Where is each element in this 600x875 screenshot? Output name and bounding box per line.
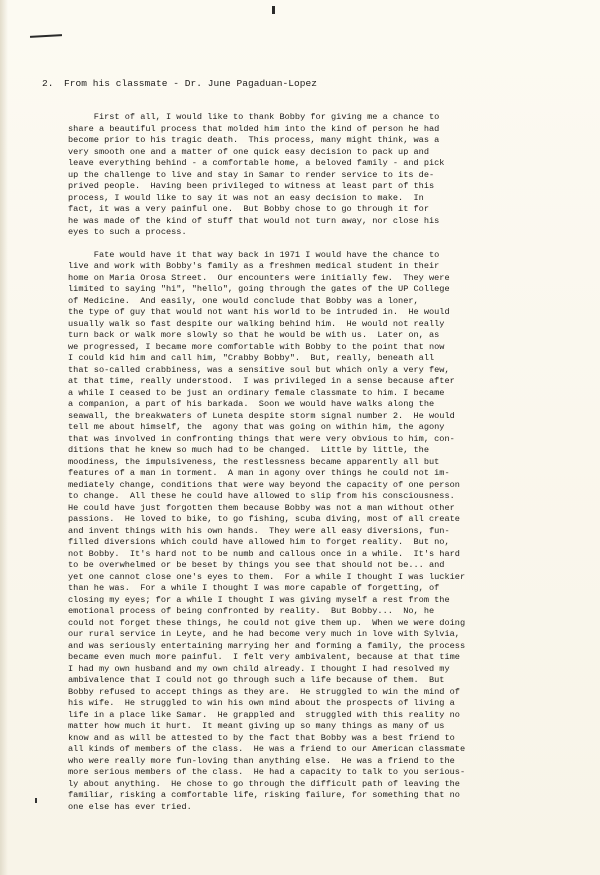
text-line: to change. All these he could have allowed to slip from his consciousness.: [68, 491, 455, 501]
text-line: and was seriously entertaining marrying her and forming a family, the process: [68, 640, 466, 651]
text-line: a while I ceased to be just an ordinary female classmate to him. I became: [68, 387, 445, 398]
text-line: Bobby refused to accept things as they are. He struggled to win the mind of: [68, 686, 460, 697]
text-line: I had my own husband and my own child already. I thought I had resolved my: [68, 663, 450, 674]
section-heading: [42, 78, 317, 89]
text-line: passions. He loved to bike, to go fishing, scuba diving, most of all create: [68, 514, 460, 524]
text-line: matter how much it hurt. It meant giving up so many things as many of us: [68, 721, 445, 731]
text-line: a companion, a part of his barkada. Soon we would have walks along the: [68, 399, 435, 409]
text-line: First of all, I would like to thank Bobby for giving me a chance to: [68, 112, 440, 122]
page-edge-shadow: [0, 0, 8, 875]
text-line: leave everything behind - a comfortable home, a beloved family - and pick: [68, 158, 445, 168]
text-line: fact, it was a very painful one. But Bobby chose to go through it for: [68, 204, 429, 214]
text-line: up the challenge to live and stay in Samar to render service to its de-: [68, 169, 435, 180]
text-line: filled diversions which could have allowed him to forget reality. But no,: [68, 537, 450, 547]
text-line: and invent things with his own hands. They were all easy diversions, fun-: [68, 525, 450, 536]
text-line: his wife. He struggled to win his own mind about the prospects of living a: [68, 698, 455, 708]
text-line: we progressed, I became more comfortable with Bobby to the point that now: [68, 341, 445, 352]
text-line: eyes to such a process.: [68, 227, 187, 237]
text-line: I could kid him and call him, "Crabby Bobby". But, really, beneath all: [68, 353, 435, 363]
text-line: usually walk so fast despite our walking behind him. He would not really: [68, 318, 445, 329]
text-line: moodiness, the impulsiveness, the restlessness became apparently all but: [68, 456, 440, 467]
text-line: than he was. For a while I thought I was more capable of forgetting, of: [68, 583, 440, 593]
text-line: ambivalence that I could not go through such a life because of them. But: [68, 675, 445, 685]
text-line: life in a place like Samar. He grappled and struggled with this reality no: [68, 709, 460, 720]
binder-mark: [30, 34, 62, 38]
text-line: live and work with Bobby's family as a freshmen medical student in their: [68, 261, 440, 271]
text-line: could not forget these things, he could not give them up. When we were doing: [68, 617, 466, 628]
text-line: emotional process of being confronted by reality. But Bobby... No, he: [68, 606, 435, 616]
paragraph: [68, 112, 568, 239]
text-line: more serious members of the class. He had a capacity to talk to you serious-: [68, 767, 466, 777]
text-line: tell me about himself, the agony that was going on within him, the agony: [68, 422, 445, 432]
text-line: prived people. Having been privileged to witness at least part of this: [68, 181, 435, 191]
text-line: all kinds of members of the class. He was a friend to our American classmate: [68, 744, 466, 754]
text-line: who were really more fun-loving than anything else. He was a friend to the: [68, 755, 455, 766]
text-line: share a beautiful process that molded him into the kind of person he had: [68, 123, 440, 134]
text-line: mediately change, conditions that were way beyond the capacity of one person: [68, 479, 460, 490]
text-line: know and as will be attested to by the fact that Bobby was a best friend to: [68, 732, 455, 743]
text-line: ditions that he knew so much had to be changed. Little by little, the: [68, 445, 429, 455]
section-title: From his classmate - Dr. June Pagaduan-Lopez: [64, 78, 318, 89]
text-line: at that time, really understood. I was privileged in a sense because after: [68, 376, 455, 386]
text-line: one else has ever tried.: [68, 801, 192, 812]
text-line: process, I would like to say it was not an easy decision to make. In: [68, 192, 424, 203]
text-line: to be overwhelmed or be beset by things you see that should not be... and: [68, 560, 445, 570]
margin-mark: [35, 798, 37, 803]
text-line: not Bobby. It's hard not to be numb and callous once in a while. It's hard: [68, 548, 460, 559]
text-line: very smooth one and a matter of one quick easy decision to pack up and: [68, 146, 429, 157]
text-line: seawall, the breakwaters of Luneta despite storm signal number 2. He would: [68, 410, 455, 421]
text-line: of Medicine. And easily, one would conclude that Bobby was a loner,: [68, 295, 419, 306]
text-line: He could have just forgotten them because Bobby was not a man without other: [68, 502, 455, 513]
text-line: our rural service in Leyte, and he had become very much in love with Sylvia,: [68, 629, 460, 639]
text-line: become prior to his tragic death. This process, many might think, was a: [68, 135, 440, 145]
text-line: limited to saying "hi", "hello", going through the gates of the UP College: [68, 284, 450, 294]
text-line: he was made of the kind of stuff that would not turn away, nor close his: [68, 215, 440, 226]
text-line: closing my eyes; for a while I thought I was giving myself a rest from the: [68, 594, 450, 605]
text-line: that so-called crabbiness, was a sensitive soul but which only a very few,: [68, 364, 450, 375]
paragraph: [68, 250, 568, 814]
text-line: the type of guy that would not want his world to be intruded in. He would: [68, 307, 450, 317]
text-line: Fate would have it that way back in 1971 I would have the chance to: [68, 249, 440, 260]
text-line: features of a man in torment. A man in agony over things he could not im-: [68, 468, 450, 478]
text-line: became even much more painful. I felt very ambivalent, because at that time: [68, 652, 460, 662]
text-line: home on Maria Orosa Street. Our encounters were initially few. They were: [68, 272, 450, 283]
top-mark: [272, 6, 275, 14]
text-line: ly about anything. He chose to go through the difficult path of leaving the: [68, 778, 460, 789]
text-line: turn back or walk more slowly so that he would be with us. Later on, as: [68, 330, 440, 340]
text-line: yet one cannot close one's eyes to them. For a while I thought I was luckier: [68, 571, 466, 582]
text-line: familiar, risking a comfortable life, risking failure, for something that no: [68, 790, 460, 800]
section-number: 2.: [42, 78, 54, 89]
text-line: that was involved in confronting things that were very obvious to him, con-: [68, 433, 455, 444]
letter-body: [68, 112, 568, 813]
